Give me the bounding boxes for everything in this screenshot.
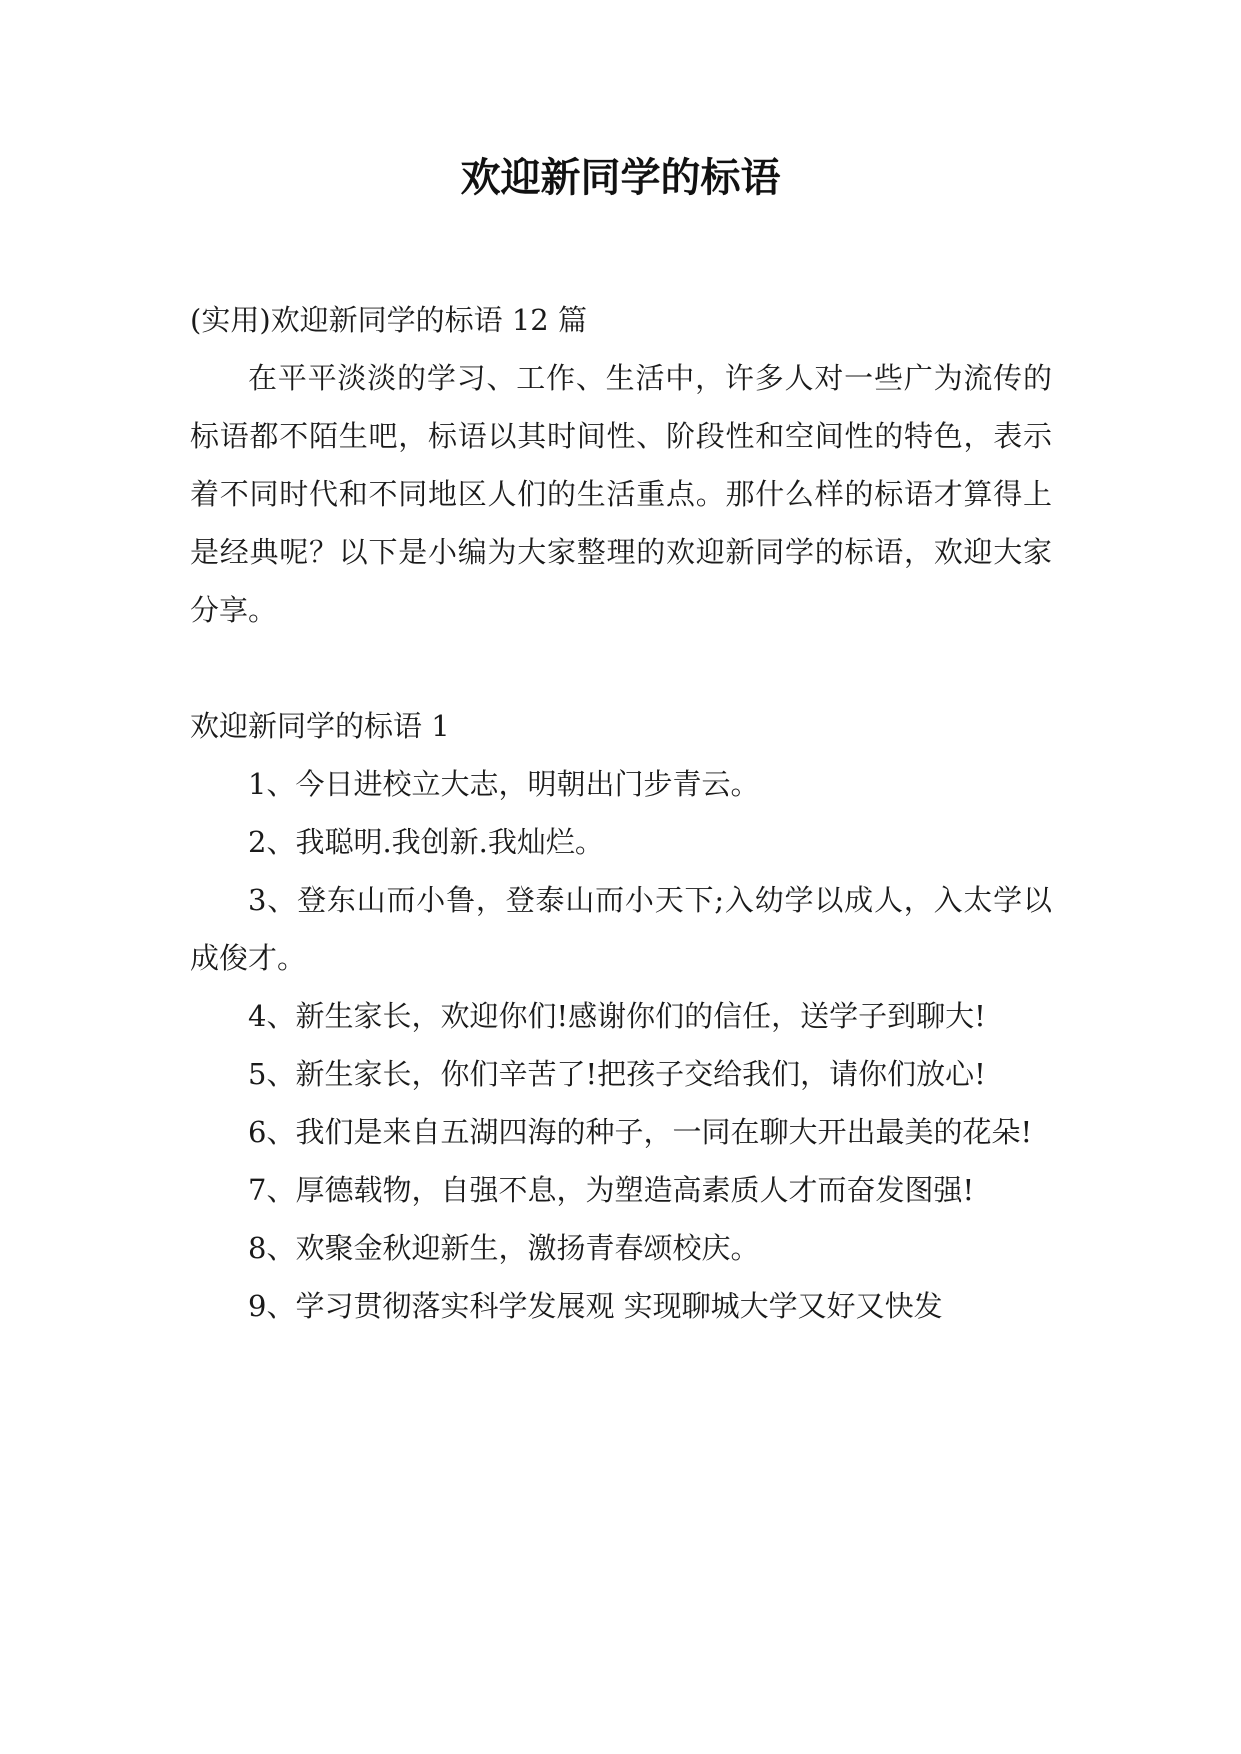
slogan-item: 9、学习贯彻落实科学发展观 实现聊城大学又好又快发	[248, 1289, 943, 1323]
slogan-item: 2、我聪明.我创新.我灿烂。	[248, 825, 604, 859]
slogan-item: 4、新生家长，欢迎你们!感谢你们的信任，送学子到聊大!	[248, 999, 986, 1033]
paragraph-spacer	[190, 639, 1052, 697]
slogan-item: 8、欢聚金秋迎新生，激扬青春颂校庆。	[248, 1231, 760, 1265]
intro-paragraph: 在平平淡淡的学习、工作、生活中，许多人对一些广为流传的标语都不陌生吧，标语以其时间性、阶段性和空间性的特色，表示着不同时代和不同地区人们的生活重点。那什么样的标语才算得上是经典呢？以下是小编为大家整理的欢迎新同学的标语，欢迎大家分享。	[190, 361, 1052, 627]
document-body	[190, 291, 1052, 1335]
slogan-item: 3、登东山而小鲁，登泰山而小天下;入幼学以成人，入太学以成俊才。	[190, 883, 1052, 975]
document-title: 欢迎新同学的标语	[460, 155, 781, 201]
slogan-item: 5、新生家长，你们辛苦了!把孩子交给我们，请你们放心!	[248, 1057, 986, 1091]
document-subtitle: (实用)欢迎新同学的标语 12 篇	[190, 303, 587, 337]
slogan-item: 1、今日进校立大志，明朝出门步青云。	[248, 767, 760, 801]
section-heading: 欢迎新同学的标语 1	[190, 709, 450, 743]
slogan-item: 7、厚德载物，自强不息，为塑造高素质人才而奋发图强!	[248, 1173, 975, 1207]
slogan-item: 6、我们是来自五湖四海的种子，一同在聊大开出最美的花朵!	[248, 1115, 1033, 1149]
